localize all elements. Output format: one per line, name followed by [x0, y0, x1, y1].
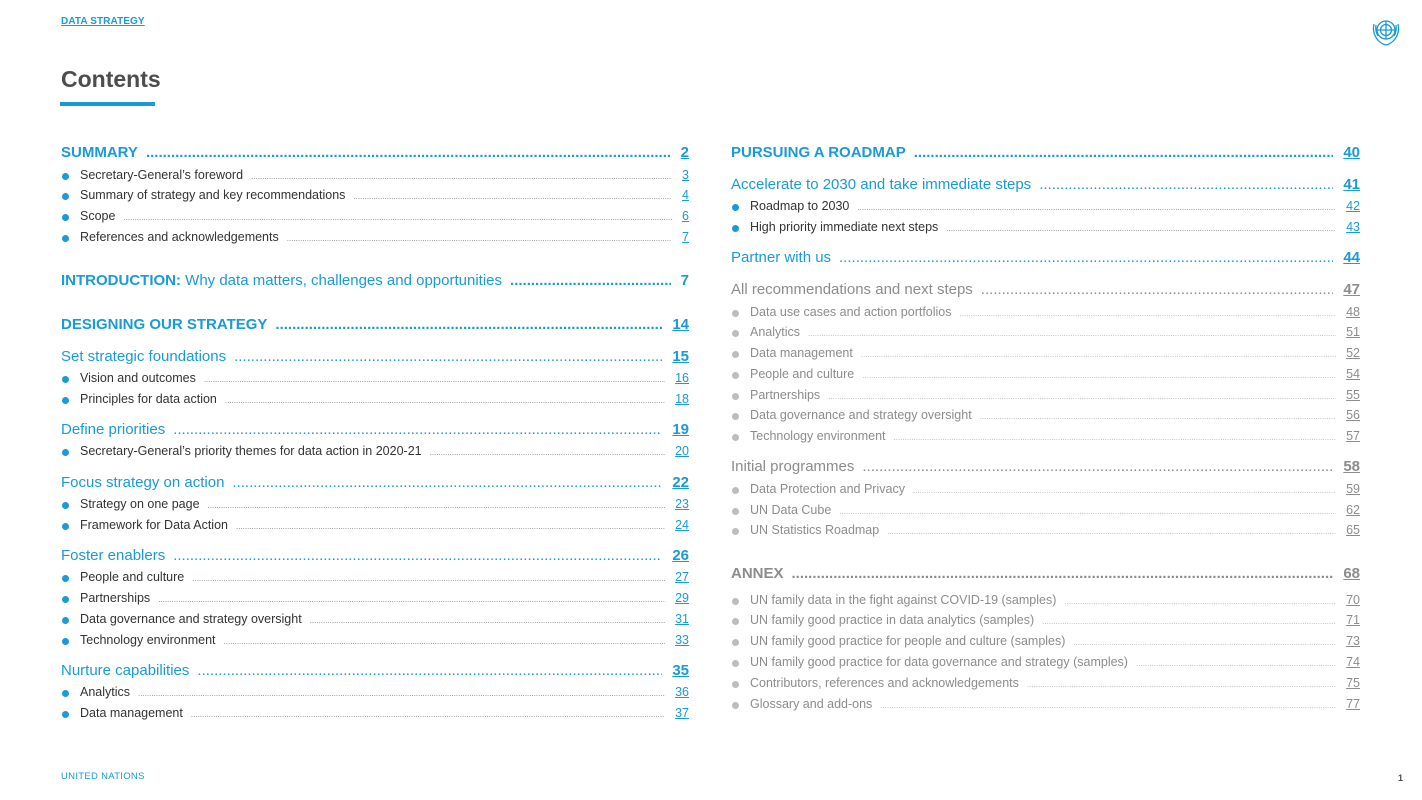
toc-entry-label: SUMMARY — [61, 144, 138, 161]
toc-item-label: Analytics — [80, 685, 131, 699]
toc-item[interactable] — [731, 346, 1360, 360]
toc-item[interactable] — [731, 503, 1360, 517]
toc-item-label: Data governance and strategy oversight — [750, 408, 972, 422]
toc-page-link[interactable]: 55 — [1346, 388, 1360, 402]
toc-page-link[interactable]: 15 — [672, 348, 689, 365]
toc-item[interactable] — [731, 305, 1360, 319]
leader-dots — [192, 574, 665, 583]
toc-item[interactable] — [61, 633, 689, 647]
leader-dots — [980, 412, 1336, 421]
toc-item-label: Data governance and strategy oversight — [80, 612, 302, 626]
leader-dots — [197, 662, 662, 679]
toc-item-label: UN Statistics Roadmap — [750, 523, 880, 537]
leader-dots — [862, 458, 1333, 475]
toc-page-link[interactable]: 42 — [1346, 199, 1360, 213]
toc-page-link[interactable]: 14 — [672, 316, 689, 333]
leader-dots — [914, 144, 1334, 161]
toc-item-label: Data management — [80, 706, 183, 720]
toc-page-link[interactable]: 7 — [682, 230, 689, 244]
toc-page-link[interactable]: 33 — [675, 633, 689, 647]
toc-page-link[interactable]: 58 — [1343, 458, 1360, 475]
toc-page-link[interactable]: 68 — [1343, 565, 1360, 582]
toc-item-label: UN family good practice in data analytics (samples) — [750, 613, 1035, 627]
toc-item[interactable] — [61, 168, 689, 182]
toc-item[interactable] — [731, 429, 1360, 443]
leader-dots — [310, 616, 665, 625]
toc-page-link[interactable]: 4 — [682, 188, 689, 202]
toc-entry-roadmap[interactable] — [731, 144, 1360, 161]
toc-entry-focus[interactable] — [61, 474, 689, 491]
leader-dots — [1039, 176, 1333, 193]
toc-entry-programmes[interactable] — [731, 458, 1360, 475]
toc-entry-recommendations[interactable] — [731, 281, 1360, 298]
toc-item[interactable] — [61, 444, 689, 458]
toc-item[interactable] — [61, 209, 689, 223]
toc-page-link[interactable]: 43 — [1346, 220, 1360, 234]
toc-entry-label: PURSUING A ROADMAP — [731, 144, 906, 161]
leader-dots — [839, 507, 1336, 516]
toc-page-link[interactable]: 37 — [675, 706, 689, 720]
toc-item-label: Principles for data action — [80, 392, 217, 406]
toc-page-link[interactable]: 59 — [1346, 482, 1360, 496]
toc-entry-label: Nurture capabilities — [61, 662, 190, 679]
toc-entry-foundations[interactable] — [61, 348, 689, 365]
leader-dots — [861, 350, 1336, 359]
toc-page-link[interactable]: 29 — [675, 591, 689, 605]
introduction-subtitle: Why data matters, challenges and opportunities — [185, 272, 503, 289]
toc-page-link[interactable]: 22 — [672, 474, 689, 491]
leader-dots — [191, 710, 665, 719]
toc-entry-partner[interactable] — [731, 249, 1360, 266]
leader-dots — [1073, 638, 1336, 647]
toc-item[interactable] — [61, 518, 689, 532]
toc-page-link[interactable]: 20 — [675, 444, 689, 458]
leader-dots — [173, 421, 662, 438]
leader-dots — [251, 172, 672, 181]
toc-item[interactable] — [731, 593, 1360, 607]
toc-item[interactable] — [731, 523, 1360, 537]
toc-entry-label: Accelerate to 2030 and take immediate steps — [731, 176, 1032, 193]
leader-dots — [225, 396, 665, 405]
toc-page-link[interactable]: 57 — [1346, 429, 1360, 443]
leader-dots — [173, 547, 662, 564]
toc-page-link[interactable]: 74 — [1346, 655, 1360, 669]
toc-page-link[interactable]: 75 — [1346, 676, 1360, 690]
toc-item-label: Technology environment — [80, 633, 216, 647]
document-header-label[interactable]: DATA STRATEGY — [61, 16, 145, 27]
toc-item-label: High priority immediate next steps — [750, 220, 939, 234]
toc-page-link[interactable]: 77 — [1346, 697, 1360, 711]
toc-item-label: Secretary-General’s foreword — [80, 168, 244, 182]
toc-entry-annex[interactable] — [731, 565, 1360, 582]
toc-item-label: Analytics — [750, 325, 801, 339]
leader-dots — [1064, 597, 1336, 606]
leader-dots — [353, 192, 672, 201]
toc-page-link[interactable]: 24 — [675, 518, 689, 532]
toc-item-label: Data use cases and action portfolios — [750, 305, 952, 319]
toc-page-link[interactable]: 47 — [1343, 281, 1360, 298]
toc-entry-capabilities[interactable] — [61, 662, 689, 679]
toc-page-link[interactable]: 7 — [680, 272, 689, 289]
toc-entry-label: Define priorities — [61, 421, 166, 438]
toc-item-label: Glossary and add-ons — [750, 697, 873, 711]
toc-item-label: Technology environment — [750, 429, 886, 443]
toc-entry-label: Focus strategy on action — [61, 474, 225, 491]
leader-dots — [946, 224, 1336, 233]
leader-dots — [146, 144, 671, 161]
toc-entry-label: ANNEX — [731, 565, 784, 582]
leader-dots — [224, 637, 666, 646]
toc-page-link[interactable]: 54 — [1346, 367, 1360, 381]
toc-entry-label: Partner with us — [731, 249, 832, 266]
toc-item-label: People and culture — [750, 367, 855, 381]
toc-item-label: UN family good practice for data governance and strategy (samples) — [750, 655, 1128, 669]
toc-item[interactable] — [731, 408, 1360, 422]
toc-item-label: Data Protection and Privacy — [750, 482, 905, 496]
toc-page-link[interactable]: 62 — [1346, 503, 1360, 517]
leader-dots — [981, 281, 1334, 298]
toc-page-link[interactable]: 19 — [672, 421, 689, 438]
toc-page-link[interactable]: 51 — [1346, 325, 1360, 339]
toc-item[interactable] — [731, 634, 1360, 648]
toc-page-link[interactable]: 70 — [1346, 593, 1360, 607]
toc-entry-label: All recommendations and next steps — [731, 281, 973, 298]
toc-page-link[interactable]: 73 — [1346, 634, 1360, 648]
footer-organization: UNITED NATIONS — [61, 771, 145, 782]
leader-dots — [792, 565, 1334, 582]
toc-item-label: Strategy on one page — [80, 497, 200, 511]
toc-item[interactable] — [61, 612, 689, 626]
toc-item-label: Vision and outcomes — [80, 371, 196, 385]
toc-entry-label: Set strategic foundations — [61, 348, 227, 365]
toc-entry-summary[interactable] — [61, 144, 689, 161]
toc-item[interactable] — [731, 388, 1360, 402]
leader-dots — [960, 309, 1337, 318]
toc-page-link[interactable]: 65 — [1346, 523, 1360, 537]
footer-page-number: 1 — [1398, 773, 1404, 783]
toc-page-link[interactable]: 48 — [1346, 305, 1360, 319]
introduction-label: INTRODUCTION: — [61, 272, 181, 289]
leader-dots — [204, 375, 665, 384]
toc-entry-label: DESIGNING OUR STRATEGY — [61, 316, 268, 333]
toc-item-label: UN Data Cube — [750, 503, 832, 517]
toc-item[interactable] — [731, 220, 1360, 234]
leader-dots — [208, 501, 666, 510]
leader-dots — [1042, 617, 1336, 626]
leader-dots — [123, 213, 672, 222]
leader-dots — [430, 448, 665, 457]
toc-item-label: Partnerships — [750, 388, 821, 402]
toc-item[interactable] — [731, 482, 1360, 496]
toc-entry-label — [61, 272, 502, 289]
toc-entry-label: Foster enablers — [61, 547, 166, 564]
leader-dots — [880, 701, 1336, 710]
toc-entry-priorities[interactable] — [61, 421, 689, 438]
leader-dots — [510, 272, 671, 289]
toc-item-label: Roadmap to 2030 — [750, 199, 850, 213]
leader-dots — [158, 595, 665, 604]
toc-item-label: Contributors, references and acknowledgements — [750, 676, 1019, 690]
leader-dots — [1027, 680, 1336, 689]
leader-dots — [275, 316, 662, 333]
toc-item[interactable] — [61, 230, 689, 244]
toc-page-link[interactable]: 35 — [672, 662, 689, 679]
toc-item-label: Scope — [80, 209, 116, 223]
toc-page-link[interactable]: 27 — [675, 570, 689, 584]
toc-page-link[interactable]: 18 — [675, 392, 689, 406]
toc-page-link[interactable]: 16 — [675, 371, 689, 385]
toc-page-link[interactable]: 41 — [1343, 176, 1360, 193]
toc-page-link[interactable]: 6 — [682, 209, 689, 223]
un-emblem-icon — [1369, 14, 1403, 48]
toc-entry-label: Initial programmes — [731, 458, 855, 475]
toc-item[interactable] — [61, 706, 689, 720]
leader-dots — [808, 329, 1336, 338]
toc-item[interactable] — [731, 697, 1360, 711]
toc-item[interactable] — [61, 371, 689, 385]
toc-page-link[interactable]: 26 — [672, 547, 689, 564]
toc-page-link[interactable]: 36 — [675, 685, 689, 699]
leader-dots — [232, 474, 662, 491]
toc-entry-enablers[interactable] — [61, 547, 689, 564]
toc-item[interactable] — [61, 570, 689, 584]
toc-item-label: Data management — [750, 346, 853, 360]
leader-dots — [913, 486, 1336, 495]
toc-page-link[interactable]: 40 — [1343, 144, 1360, 161]
leader-dots — [828, 392, 1336, 401]
toc-item[interactable] — [731, 325, 1360, 339]
toc-item-label: References and acknowledgements — [80, 230, 279, 244]
toc-page-link[interactable]: 52 — [1346, 346, 1360, 360]
toc-item[interactable] — [731, 676, 1360, 690]
toc-entry-accelerate[interactable] — [731, 176, 1360, 193]
page-title: Contents — [61, 66, 161, 92]
leader-dots — [857, 203, 1336, 212]
toc-item-label: UN family good practice for people and culture (samples) — [750, 634, 1066, 648]
toc-page-link[interactable]: 23 — [675, 497, 689, 511]
toc-item-label: Framework for Data Action — [80, 518, 228, 532]
toc-item[interactable] — [731, 199, 1360, 213]
toc-entry-designing[interactable] — [61, 316, 689, 333]
toc-page-link[interactable]: 56 — [1346, 408, 1360, 422]
toc-item-label: Summary of strategy and key recommendations — [80, 188, 346, 202]
title-underline — [60, 102, 155, 106]
toc-page-link[interactable]: 31 — [675, 612, 689, 626]
toc-item-label: UN family data in the fight against COVID-19 (samples) — [750, 593, 1057, 607]
toc-page-link[interactable]: 44 — [1343, 249, 1360, 266]
toc-item[interactable] — [731, 367, 1360, 381]
toc-item[interactable] — [61, 188, 689, 202]
leader-dots — [234, 348, 662, 365]
toc-entry-introduction[interactable] — [61, 272, 689, 289]
leader-dots — [862, 371, 1336, 380]
toc-item[interactable] — [61, 685, 689, 699]
toc-item[interactable] — [61, 497, 689, 511]
toc-item[interactable] — [731, 613, 1360, 627]
leader-dots — [894, 433, 1337, 442]
leader-dots — [138, 689, 665, 698]
toc-item-label: People and culture — [80, 570, 185, 584]
leader-dots — [887, 527, 1336, 536]
leader-dots — [1136, 659, 1336, 668]
toc-page-link[interactable]: 3 — [682, 168, 689, 182]
toc-page-link[interactable]: 2 — [680, 144, 689, 161]
toc-item[interactable] — [61, 392, 689, 406]
leader-dots — [287, 234, 672, 243]
leader-dots — [236, 522, 665, 531]
toc-item[interactable] — [61, 591, 689, 605]
toc-item[interactable] — [731, 655, 1360, 669]
toc-item-label: Secretary-General’s priority themes for data action in 2020-21 — [80, 444, 422, 458]
leader-dots — [839, 249, 1333, 266]
toc-page-link[interactable]: 71 — [1346, 613, 1360, 627]
toc-item-label: Partnerships — [80, 591, 151, 605]
